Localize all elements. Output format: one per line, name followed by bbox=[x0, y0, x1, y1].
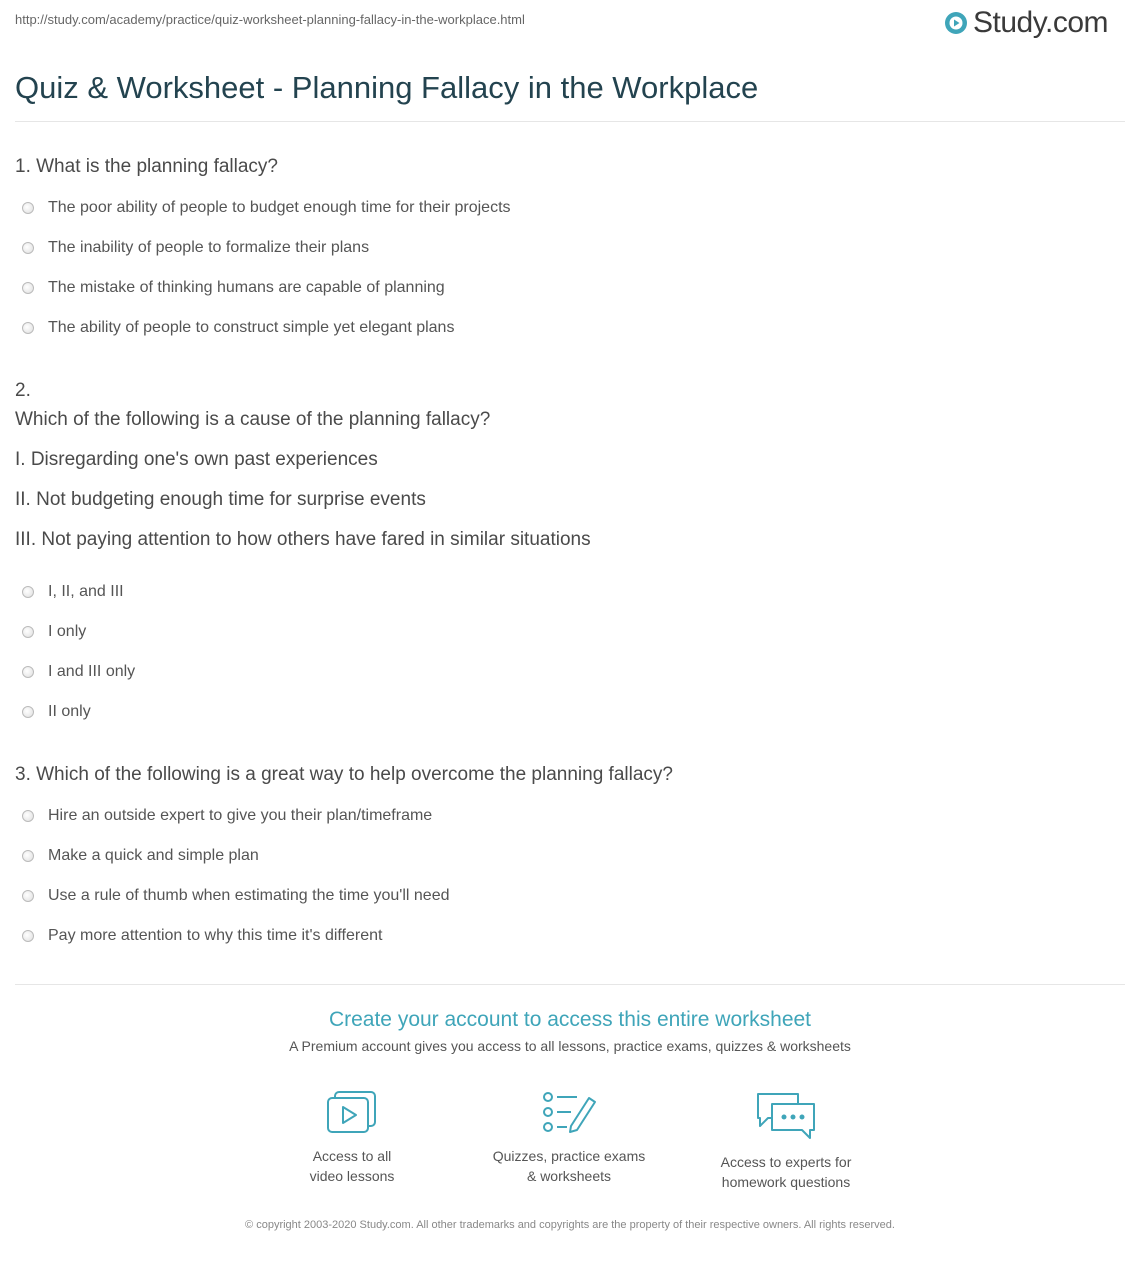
radio-button[interactable] bbox=[22, 586, 34, 598]
question-statement: I. Disregarding one's own past experiences bbox=[15, 449, 378, 470]
question-text: 1. What is the planning fallacy? bbox=[15, 156, 278, 177]
answer-option[interactable] bbox=[22, 847, 259, 865]
radio-button[interactable] bbox=[22, 626, 34, 638]
answer-label: The inability of people to formalize their plans bbox=[48, 239, 370, 256]
answer-option[interactable] bbox=[22, 663, 135, 681]
question-statement: III. Not paying attention to how others have fared in similar situations bbox=[15, 529, 591, 550]
answer-option[interactable] bbox=[22, 703, 91, 721]
feature-video-lessons bbox=[252, 1090, 452, 1186]
study-logo[interactable] bbox=[944, 6, 1108, 40]
answer-label: The ability of people to construct simple yet elegant plans bbox=[48, 319, 455, 336]
page-url: http://study.com/academy/practice/quiz-worksheet-planning-fallacy-in-the-workplace.html bbox=[15, 12, 525, 27]
radio-button[interactable] bbox=[22, 810, 34, 822]
answer-option[interactable] bbox=[22, 239, 369, 257]
copyright-text: © copyright 2003-2020 Study.com. All other trademarks and copyrights are the property of their respective owners. All rights reserved. bbox=[245, 1219, 895, 1231]
answer-label: Make a quick and simple plan bbox=[48, 847, 259, 864]
answer-label: II only bbox=[48, 703, 91, 720]
question-statement: II. Not budgeting enough time for surprise events bbox=[15, 489, 426, 510]
feature-label: Access to all video lessons bbox=[309, 1148, 395, 1184]
answer-option[interactable] bbox=[22, 927, 382, 945]
radio-button[interactable] bbox=[22, 930, 34, 942]
answer-option[interactable] bbox=[22, 279, 445, 297]
section-divider bbox=[15, 984, 1125, 985]
video-lessons-icon bbox=[326, 1090, 378, 1136]
logo-text: Study.com bbox=[973, 6, 1108, 39]
radio-button[interactable] bbox=[22, 890, 34, 902]
question-text: 3. Which of the following is a great way to help overcome the planning fallacy? bbox=[15, 764, 673, 785]
radio-button[interactable] bbox=[22, 282, 34, 294]
answer-option[interactable] bbox=[22, 623, 86, 641]
answer-label: I only bbox=[48, 623, 87, 640]
radio-button[interactable] bbox=[22, 850, 34, 862]
chat-bubbles-icon bbox=[754, 1090, 818, 1142]
answer-option[interactable] bbox=[22, 807, 432, 825]
answer-label: I, II, and III bbox=[48, 583, 124, 600]
answer-label: Use a rule of thumb when estimating the time you'll need bbox=[48, 887, 450, 904]
answer-label: Pay more attention to why this time it's different bbox=[48, 927, 383, 944]
radio-button[interactable] bbox=[22, 202, 34, 214]
page-title: Quiz & Worksheet - Planning Fallacy in the Workplace bbox=[15, 70, 759, 105]
radio-button[interactable] bbox=[22, 706, 34, 718]
question-number: 2. bbox=[15, 380, 31, 401]
answer-label: I and III only bbox=[48, 663, 136, 680]
answer-option[interactable] bbox=[22, 583, 124, 601]
radio-button[interactable] bbox=[22, 322, 34, 334]
radio-button[interactable] bbox=[22, 242, 34, 254]
title-divider bbox=[15, 121, 1125, 122]
play-circle-icon bbox=[944, 11, 968, 35]
answer-option[interactable] bbox=[22, 887, 450, 905]
question-text: Which of the following is a cause of the planning fallacy? bbox=[15, 409, 491, 430]
answer-label: The mistake of thinking humans are capable of planning bbox=[48, 279, 445, 296]
radio-button[interactable] bbox=[22, 666, 34, 678]
feature-quizzes bbox=[469, 1090, 669, 1186]
feature-experts bbox=[686, 1090, 886, 1192]
feature-label: Quizzes, practice exams & worksheets bbox=[492, 1148, 646, 1184]
answer-label: The poor ability of people to budget enough time for their projects bbox=[48, 199, 511, 216]
create-account-link[interactable]: Create your account to access this entire worksheet bbox=[328, 1008, 812, 1031]
answer-option[interactable] bbox=[22, 199, 511, 217]
checklist-pencil-icon bbox=[541, 1090, 597, 1136]
answer-label: Hire an outside expert to give you their plan/timeframe bbox=[48, 807, 433, 824]
feature-label: Access to experts for homework questions bbox=[720, 1154, 852, 1190]
cta-subtitle: A Premium account gives you access to all lessons, practice exams, quizzes & worksheets bbox=[289, 1038, 851, 1054]
answer-option[interactable] bbox=[22, 319, 454, 337]
